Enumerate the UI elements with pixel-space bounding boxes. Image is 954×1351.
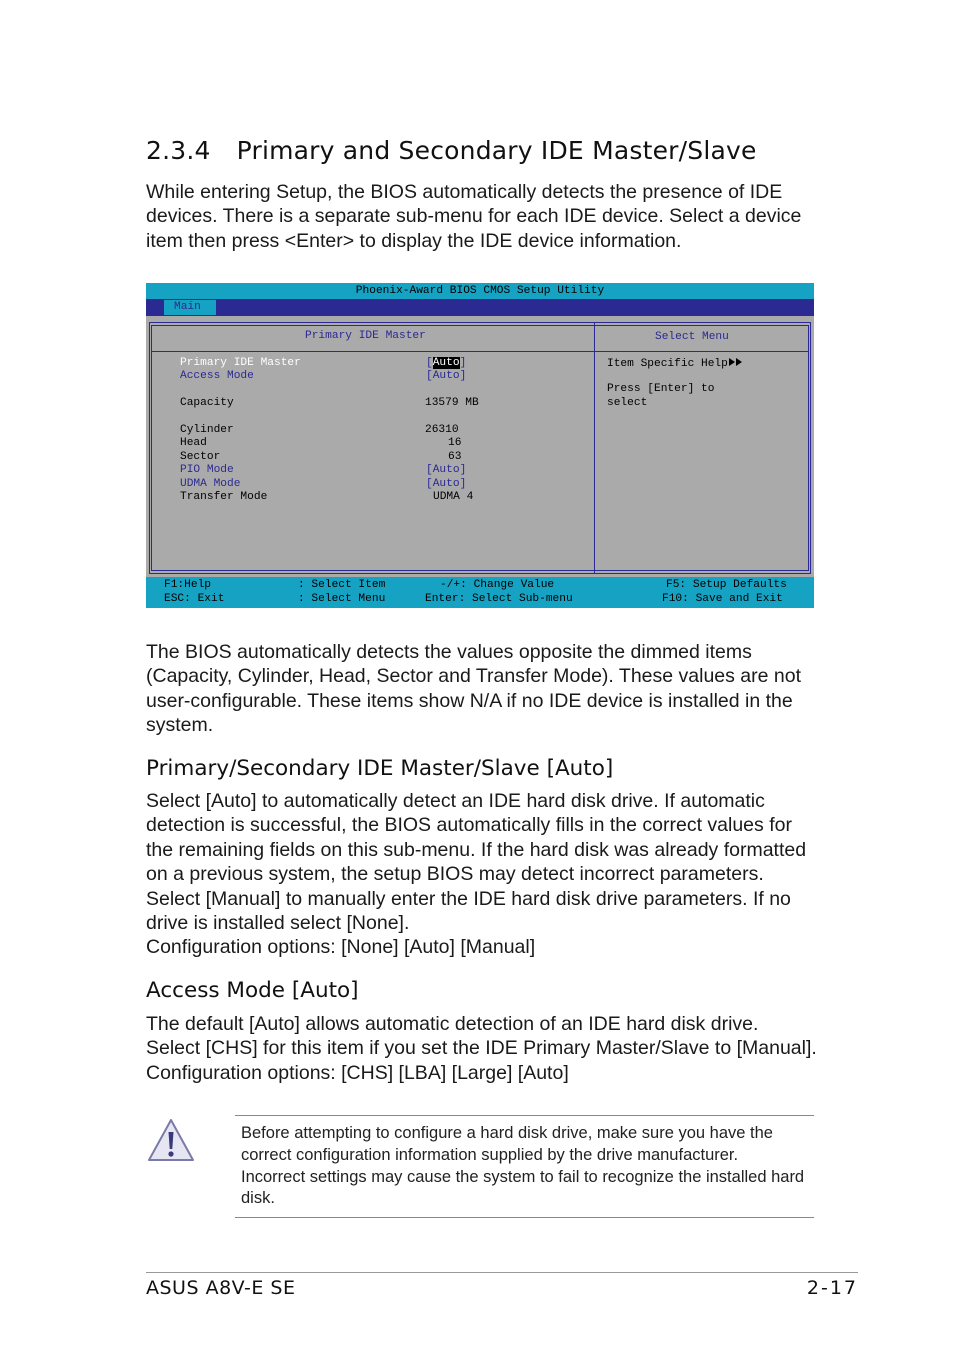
caution-top-rule	[235, 1115, 814, 1116]
ide-master-slave-text: Select [Auto] to automatically detect an IDE hard disk drive. If automatic detection is successful, the BIOS automatically fills in the correct values for the remaining fields on this sub-menu. If the hard disk was already formatted on a previous system, the setup BIOS may detect incorrect parameters. Select [Manual] to manually enter the IDE hard disk drive parameters. If no drive is installed select [None].	[146, 790, 807, 935]
bios-help-text: Item Specific Help	[607, 358, 728, 370]
subheading-ide-master-slave: Primary/Secondary IDE Master/Slave [Auto]	[146, 756, 614, 781]
bios-item-cylinder: Cylinder	[180, 424, 234, 436]
bios-value-udma-mode[interactable]: [Auto]	[426, 478, 467, 490]
footer-product-name: ASUS A8V-E SE	[146, 1277, 296, 1299]
bios-screen	[146, 283, 814, 608]
bios-value-transfer-mode: UDMA 4	[433, 491, 474, 503]
intro-paragraph	[146, 180, 818, 253]
bios-footer-f1: F1:Help	[164, 579, 211, 591]
footer-rule	[146, 1272, 858, 1273]
section-title-text: Primary and Secondary IDE Master/Slave	[236, 136, 757, 165]
body-paragraph	[146, 640, 818, 738]
bios-footer-enter: Enter: Select Sub-menu	[425, 593, 573, 605]
bios-item-sector: Sector	[180, 451, 221, 463]
bios-footer-f10: F10: Save and Exit	[662, 593, 783, 605]
body-text: The BIOS automatically detects the values opposite the dimmed items (Capacity, Cylinder, Head, Sector and Transfer Mode). These values are not user-configurable. These items show N/A if no IDE device is installed in the system.	[146, 641, 802, 737]
bios-item-head: Head	[180, 437, 207, 449]
bios-value-capacity: 13579 MB	[425, 397, 479, 409]
footer-page-number: 2-17	[806, 1277, 858, 1299]
bios-item-udma-mode[interactable]: UDMA Mode	[180, 478, 241, 490]
bios-help-line3: select	[607, 397, 648, 409]
bios-help-line1	[607, 357, 744, 370]
bios-footer	[146, 577, 814, 608]
bios-item-capacity: Capacity	[180, 397, 234, 409]
double-arrow-icon	[728, 357, 744, 367]
access-mode-description	[146, 1012, 818, 1085]
bios-footer-change-value: -/+: Change Value	[440, 579, 555, 591]
bios-value-head: 16	[448, 437, 462, 449]
bios-footer-select-item: : Select Item	[298, 579, 386, 591]
bios-divider-horizontal	[151, 351, 809, 352]
bios-value-primary-ide-master[interactable]: [Auto]	[426, 357, 467, 369]
warning-icon	[146, 1117, 196, 1168]
bios-value-sector: 63	[448, 451, 462, 463]
bios-item-primary-ide-master[interactable]: Primary IDE Master	[180, 357, 301, 369]
bios-item-access-mode[interactable]: Access Mode	[180, 370, 254, 382]
bios-value-access-mode[interactable]: [Auto]	[426, 370, 467, 382]
caution-bottom-rule	[235, 1217, 814, 1218]
bios-title: Phoenix-Award BIOS CMOS Setup Utility	[146, 283, 814, 299]
intro-text: While entering Setup, the BIOS automatically detects the presence of IDE devices. There is a separate sub-menu for each IDE device. Select a device item then press <Enter> to display the IDE device information.	[146, 181, 802, 252]
bios-value-cylinder: 26310	[425, 424, 459, 436]
bios-menubar	[146, 299, 814, 316]
access-mode-text: The default [Auto] allows automatic detection of an IDE hard disk drive. Select [CHS] for this item if you set the IDE Primary Master/Slave to [Manual]. Configuration options: [CHS] [LBA] [Large] [Auto]	[146, 1013, 817, 1084]
bios-divider-vertical	[594, 322, 595, 574]
bios-help-line2: Press [Enter] to	[607, 383, 715, 395]
caution-text: Before attempting to configure a hard disk drive, make sure you have the correct configuration information supplied by the drive manufacturer. Incorrect settings may cause the system to fail to recognize the installed hard disk.	[241, 1124, 805, 1208]
section-number: 2.3.4	[146, 136, 211, 165]
ide-master-slave-options: Configuration options: [None] [Auto] [Manual]	[146, 936, 536, 959]
bios-footer-select-menu: : Select Menu	[298, 593, 386, 605]
bios-footer-f5: F5: Setup Defaults	[666, 579, 787, 591]
bios-value-selected: Auto	[432, 357, 460, 369]
bios-tab-main[interactable]: Main	[164, 300, 216, 315]
bios-value-pio-mode[interactable]: [Auto]	[426, 464, 467, 476]
bios-item-pio-mode[interactable]: PIO Mode	[180, 464, 234, 476]
bios-footer-esc: ESC: Exit	[164, 593, 225, 605]
bios-item-transfer-mode: Transfer Mode	[180, 491, 268, 503]
bios-panel-title: Primary IDE Master	[305, 330, 426, 342]
ide-master-slave-description	[146, 789, 818, 960]
subheading-access-mode: Access Mode [Auto]	[146, 978, 359, 1003]
bios-help-title: Select Menu	[655, 331, 729, 343]
section-title	[146, 136, 757, 165]
